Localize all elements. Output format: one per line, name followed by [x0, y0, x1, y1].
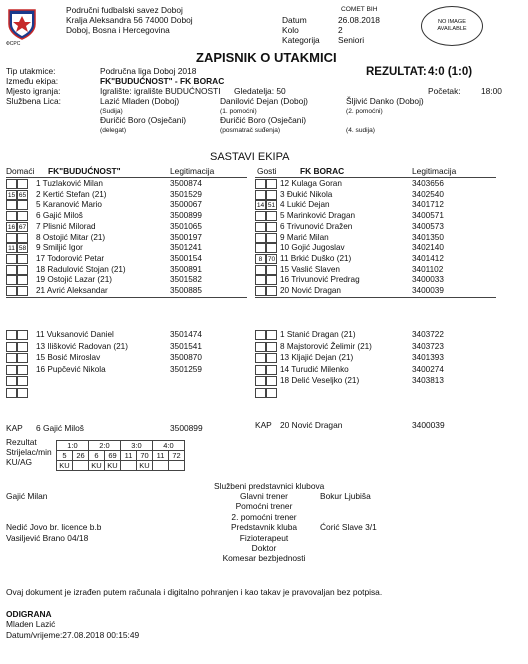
away-captain-id: 3400039: [412, 420, 445, 430]
minute-cell: 11: [153, 451, 169, 461]
result-row-label: Rezultat: [6, 437, 37, 447]
player-name: 15 Vaslić Slaven: [280, 264, 340, 274]
player-name: 8 Ostojić Mitar (21): [36, 232, 106, 242]
sub-box: [266, 222, 277, 232]
sub-box: [6, 388, 17, 398]
player-name: 7 Plisnić Milorad: [36, 221, 96, 231]
minute-cell: 6: [89, 451, 105, 461]
player-name: 2 Kertić Stefan (21): [36, 189, 107, 199]
match-status: ODIGRANA: [6, 609, 52, 619]
category-label: Kategorija: [282, 35, 320, 45]
home-legit-header: Legitimacija: [170, 166, 215, 176]
sub-box: [255, 275, 266, 285]
player-licence: 3401393: [412, 353, 444, 363]
sub-box: 70: [267, 255, 276, 263]
minute-row: [57, 451, 185, 461]
sub-box: [255, 233, 266, 243]
sub-box: [17, 365, 28, 375]
sub-box: [255, 222, 266, 232]
sub-box: [255, 190, 266, 200]
signed-datetime: Datum/vrijeme:27.08.2018 00:15:49: [6, 630, 140, 640]
referee: Lazić Mladen (Doboj): [100, 96, 180, 106]
sub-box: [17, 275, 28, 285]
player-licence: 3403723: [412, 341, 444, 351]
player-name: 4 Lukić Dejan: [280, 200, 330, 210]
home-team-name: FK"BUDUĆNOST": [48, 166, 121, 176]
lineups-title: SASTAVI EKIPA: [210, 151, 290, 163]
sub-box: 15: [7, 191, 16, 199]
player-licence: 3400039: [412, 286, 444, 295]
player-name: 11 Brkić Duško (21): [280, 253, 352, 263]
round-label: Kolo: [282, 25, 299, 35]
result-cell: 2:0: [89, 441, 121, 451]
sub-box: [255, 211, 266, 221]
fourth-official-role: (4. sudija): [346, 127, 375, 134]
player-name: 16 Pupčević Nikola: [36, 364, 106, 374]
sub-box: [266, 353, 277, 363]
date-label: Datum: [282, 15, 307, 25]
away-legit-header: Legitimacija: [412, 166, 457, 176]
player-name: 21 Avrić Aleksandar: [36, 286, 108, 295]
org-line-2: Kralja Aleksandra 56 74000 Doboj: [66, 15, 193, 25]
sub-box: [6, 365, 17, 375]
ku-cell: KU: [137, 461, 153, 471]
player-name: 10 Gojić Jugoslav: [280, 243, 345, 253]
away-captain: 20 Nović Dragan: [280, 420, 343, 430]
away-team-name: FK BORAC: [300, 166, 345, 176]
player-licence: 3501582: [170, 275, 202, 285]
sub-box: 14: [256, 202, 265, 210]
sub-box: [255, 388, 266, 398]
sub-box: [266, 275, 277, 285]
org-line-1: Područni fudbalski savez Doboj: [66, 5, 183, 15]
player-licence: 3501529: [170, 189, 202, 199]
sub-box: [6, 179, 17, 189]
home-captain: 6 Gajić Miloš: [36, 423, 84, 433]
sub-box: [17, 200, 28, 210]
sub-box: 58: [18, 245, 27, 253]
player-licence: 3500870: [170, 353, 202, 363]
start-time: 18:00: [481, 86, 502, 96]
home-physio: Vasiljević Brano 04/18: [6, 533, 89, 543]
player-name: 19 Ostojić Lazar (21): [36, 275, 112, 285]
player-name: 16 Trivunović Predrag: [280, 275, 360, 285]
away-rep: Ćorić Slave 3/1: [320, 522, 377, 532]
minute-cell: 26: [73, 451, 89, 461]
player-name: 1 Tuzlaković Milan: [36, 179, 103, 188]
sub-box: [266, 179, 277, 189]
league-value: Područna liga Doboj 2018: [100, 66, 197, 76]
minute-cell: 70: [137, 451, 153, 461]
player-licence: 3403656: [412, 179, 444, 188]
signer-name: Mladen Lazić: [6, 619, 56, 629]
player-name: 13 Ilišković Radovan (21): [36, 341, 128, 351]
player-licence: 3501474: [170, 330, 202, 339]
player-name: 5 Marinković Dragan: [280, 211, 356, 221]
referee-role: (Sudija): [100, 108, 123, 115]
player-licence: 3403722: [412, 330, 444, 339]
ku-cell: KU: [89, 461, 105, 471]
staff-role: Doktor: [251, 543, 277, 553]
logo-text: ФСРС: [6, 41, 21, 47]
no-image-text: NO IMAGE AVAILABLE: [437, 19, 467, 32]
player-name: 1 Stanić Dragan (21): [280, 330, 356, 339]
player-licence: 3401712: [412, 200, 444, 210]
observer: Đuričić Boro (Osječani): [220, 115, 307, 125]
sub-box: [17, 254, 28, 264]
player-licence: 3500067: [170, 200, 202, 210]
player-licence: 3500891: [170, 264, 202, 274]
sub-box: 65: [18, 191, 27, 199]
player-licence: 3501241: [170, 243, 202, 253]
ku-cell: [73, 461, 89, 471]
player-licence: 3501065: [170, 221, 202, 231]
sub-box: [266, 265, 277, 275]
ku-cell: [121, 461, 137, 471]
footer-note: Ovaj dokument je izrađen putem računala i digitalno pohranjen i kao takav je pravovaljan bez potpisa.: [6, 587, 383, 597]
home-divider: [6, 297, 247, 298]
staff-role: 2. pomoćni trener: [231, 511, 297, 522]
assistant-referee-2-role: (2. pomoćni): [346, 108, 383, 115]
home-coach: Gajić Milan: [6, 491, 48, 501]
sub-box: [6, 353, 17, 363]
player-name: 8 Majstorović Želimir (21): [280, 341, 372, 351]
minute-cell: 5: [57, 451, 73, 461]
assistant-referee-2: Šljivić Danko (Doboj): [346, 96, 424, 106]
assistant-referee-1: Danilović Dejan (Doboj): [220, 96, 308, 106]
player-name: 9 Marić Milan: [280, 232, 329, 242]
sub-box: [17, 376, 28, 386]
sub-box: [255, 243, 266, 253]
player-licence: 3500874: [170, 179, 202, 188]
player-licence: 3403813: [412, 376, 444, 386]
sub-box: [255, 265, 266, 275]
delegate-role: (delegat): [100, 127, 127, 134]
no-image-placeholder: [421, 6, 483, 46]
player-name: 3 Đukić Nikola: [280, 189, 333, 199]
sub-box: [266, 330, 277, 340]
sub-box: 11: [6, 243, 17, 253]
page-title: ZAPISNIK O UTAKMICI: [196, 50, 337, 65]
ku-cell: KU: [105, 461, 121, 471]
sub-box: [17, 179, 28, 189]
player-licence: 3500197: [170, 232, 202, 242]
home-label: Domaći: [6, 166, 35, 176]
home-captain-id: 3500899: [170, 423, 203, 433]
player-name: 13 Kljajić Dejan (21): [280, 353, 354, 363]
player-name: 5 Karanović Mario: [36, 200, 102, 210]
staff-role: Glavni trener: [240, 491, 288, 501]
sub-box: [6, 211, 17, 221]
player-licence: 3400571: [412, 211, 444, 221]
away-divider: [255, 297, 496, 298]
player-licence: 3500885: [170, 286, 202, 295]
sub-box: [17, 233, 28, 243]
sub-box: [255, 376, 266, 386]
player-name: 15 Bosić Miroslav: [36, 353, 101, 363]
away-coach: Bokur Ljubiša: [320, 491, 371, 501]
player-licence: 3402140: [412, 243, 444, 253]
category-value: Seniori: [338, 35, 365, 45]
player-licence: 3400033: [412, 275, 444, 285]
kuag-row-label: KU/AG: [6, 457, 33, 467]
ku-cell: [153, 461, 169, 471]
start-label: Početak:: [428, 86, 461, 96]
player-licence: 3401102: [412, 264, 444, 274]
player-licence: 3402540: [412, 189, 444, 199]
scoring-table: [56, 440, 185, 471]
spectators-value: Gledatelja: 50: [234, 86, 286, 96]
venue-label: Mjesto igranja:: [6, 86, 61, 96]
staff-title: Službeni predstavnici klubova: [214, 481, 325, 491]
sub-box: [266, 211, 277, 221]
officials-label: Službena Lica:: [6, 96, 61, 106]
sub-box: [266, 243, 277, 253]
comet-label: COMET BIH: [341, 6, 378, 13]
sub-box: [266, 286, 277, 296]
sub-box: [6, 254, 17, 264]
sub-box: [17, 211, 28, 221]
result-cell: 3:0: [121, 441, 153, 451]
ku-row: [57, 461, 185, 471]
federation-logo: [7, 8, 37, 40]
minute-cell: 72: [169, 451, 185, 461]
staff-role: Komesar bezbjednosti: [222, 553, 306, 564]
sub-box: [6, 200, 17, 210]
player-name: 6 Gajić Miloš: [36, 211, 83, 221]
sub-box: [17, 388, 28, 398]
away-label: Gosti: [257, 166, 277, 176]
date-value: 26.08.2018: [338, 15, 380, 25]
player-licence: 3400274: [412, 364, 444, 374]
score-label: REZULTAT:: [366, 66, 427, 78]
player-name: 18 Delić Veseljko (21): [280, 376, 360, 386]
player-name: 12 Kulaga Goran: [280, 179, 342, 188]
scorer-row-label: Strijelac/min: [6, 447, 52, 457]
sub-box: [17, 265, 28, 275]
sub-box: [17, 286, 28, 296]
staff-role: Fizioterapeut: [239, 532, 289, 543]
sub-box: [266, 233, 277, 243]
sub-box: [266, 190, 277, 200]
home-rep: Nedić Jovo br. licence b.b: [6, 522, 102, 532]
player-name: 17 Todorović Petar: [36, 253, 105, 263]
staff-role: Pomoćni trener: [235, 501, 293, 512]
score-value: 4:0 (1:0): [428, 66, 473, 78]
minute-cell: 69: [105, 451, 121, 461]
player-name: 18 Radulović Stojan (21): [36, 264, 126, 274]
player-licence: 3501259: [170, 364, 202, 374]
sub-box: [255, 353, 266, 363]
sub-box: [6, 275, 17, 285]
sub-box: 51: [267, 202, 276, 210]
result-cell: 4:0: [153, 441, 185, 451]
sub-box: [255, 342, 266, 352]
sub-box: [6, 330, 17, 340]
venue-value: Igralište: igralište BUDUĆNOSTI: [100, 86, 221, 96]
away-kap-label: KAP: [255, 420, 272, 430]
player-licence: 3400573: [412, 221, 444, 231]
sub-box: [6, 265, 17, 275]
minute-cell: 11: [121, 451, 137, 461]
sub-box: [6, 233, 17, 243]
teams-value: FK"BUDUĆNOST" - FK BORAC: [100, 76, 225, 86]
sub-box: [266, 376, 277, 386]
sub-box: 67: [18, 223, 27, 231]
ku-cell: [169, 461, 185, 471]
assistant-referee-1-role: (1. pomoćni): [220, 108, 257, 115]
observer-role: (posmatrač suđenja): [220, 127, 281, 134]
sub-box: [255, 330, 266, 340]
sub-box: [6, 286, 17, 296]
sub-box: [6, 342, 17, 352]
sub-box: [17, 330, 28, 340]
org-line-3: Doboj, Bosna i Hercegovina: [66, 25, 170, 35]
home-header-rule: [6, 177, 247, 178]
staff-role: Predstavnik kluba: [230, 522, 298, 533]
sub-box: [255, 365, 266, 375]
sub-box: [266, 365, 277, 375]
player-licence: 3500154: [170, 253, 202, 263]
sub-box: [266, 342, 277, 352]
result-row: [57, 441, 185, 451]
sub-box: 16: [7, 223, 16, 231]
player-licence: 3501541: [170, 341, 202, 351]
sub-box: [17, 353, 28, 363]
away-header-rule: [255, 177, 496, 178]
sub-box: [255, 179, 266, 189]
player-licence: 3401412: [412, 253, 444, 263]
sub-box: 8: [255, 254, 266, 264]
player-licence: 3401350: [412, 232, 444, 242]
sub-box: [6, 376, 17, 386]
home-kap-label: KAP: [6, 423, 23, 433]
player-name: 11 Vuksanović Daniel: [36, 330, 114, 339]
player-name: 20 Nović Dragan: [280, 286, 341, 295]
ku-cell: KU: [57, 461, 73, 471]
sub-box: [266, 388, 277, 398]
delegate: Đuričić Boro (Osječani): [100, 115, 187, 125]
match-type-label: Tip utakmice:: [6, 66, 56, 76]
player-name: 9 Smiljić Igor: [36, 243, 83, 253]
result-cell: 1:0: [57, 441, 89, 451]
player-name: 14 Turudić Milenko: [280, 364, 349, 374]
player-licence: 3500899: [170, 211, 202, 221]
round-value: 2: [338, 25, 343, 35]
sub-box: [255, 286, 266, 296]
teams-label: Između ekipa:: [6, 76, 59, 86]
player-name: 6 Trivunović Dražen: [280, 221, 353, 231]
sub-box: [17, 342, 28, 352]
